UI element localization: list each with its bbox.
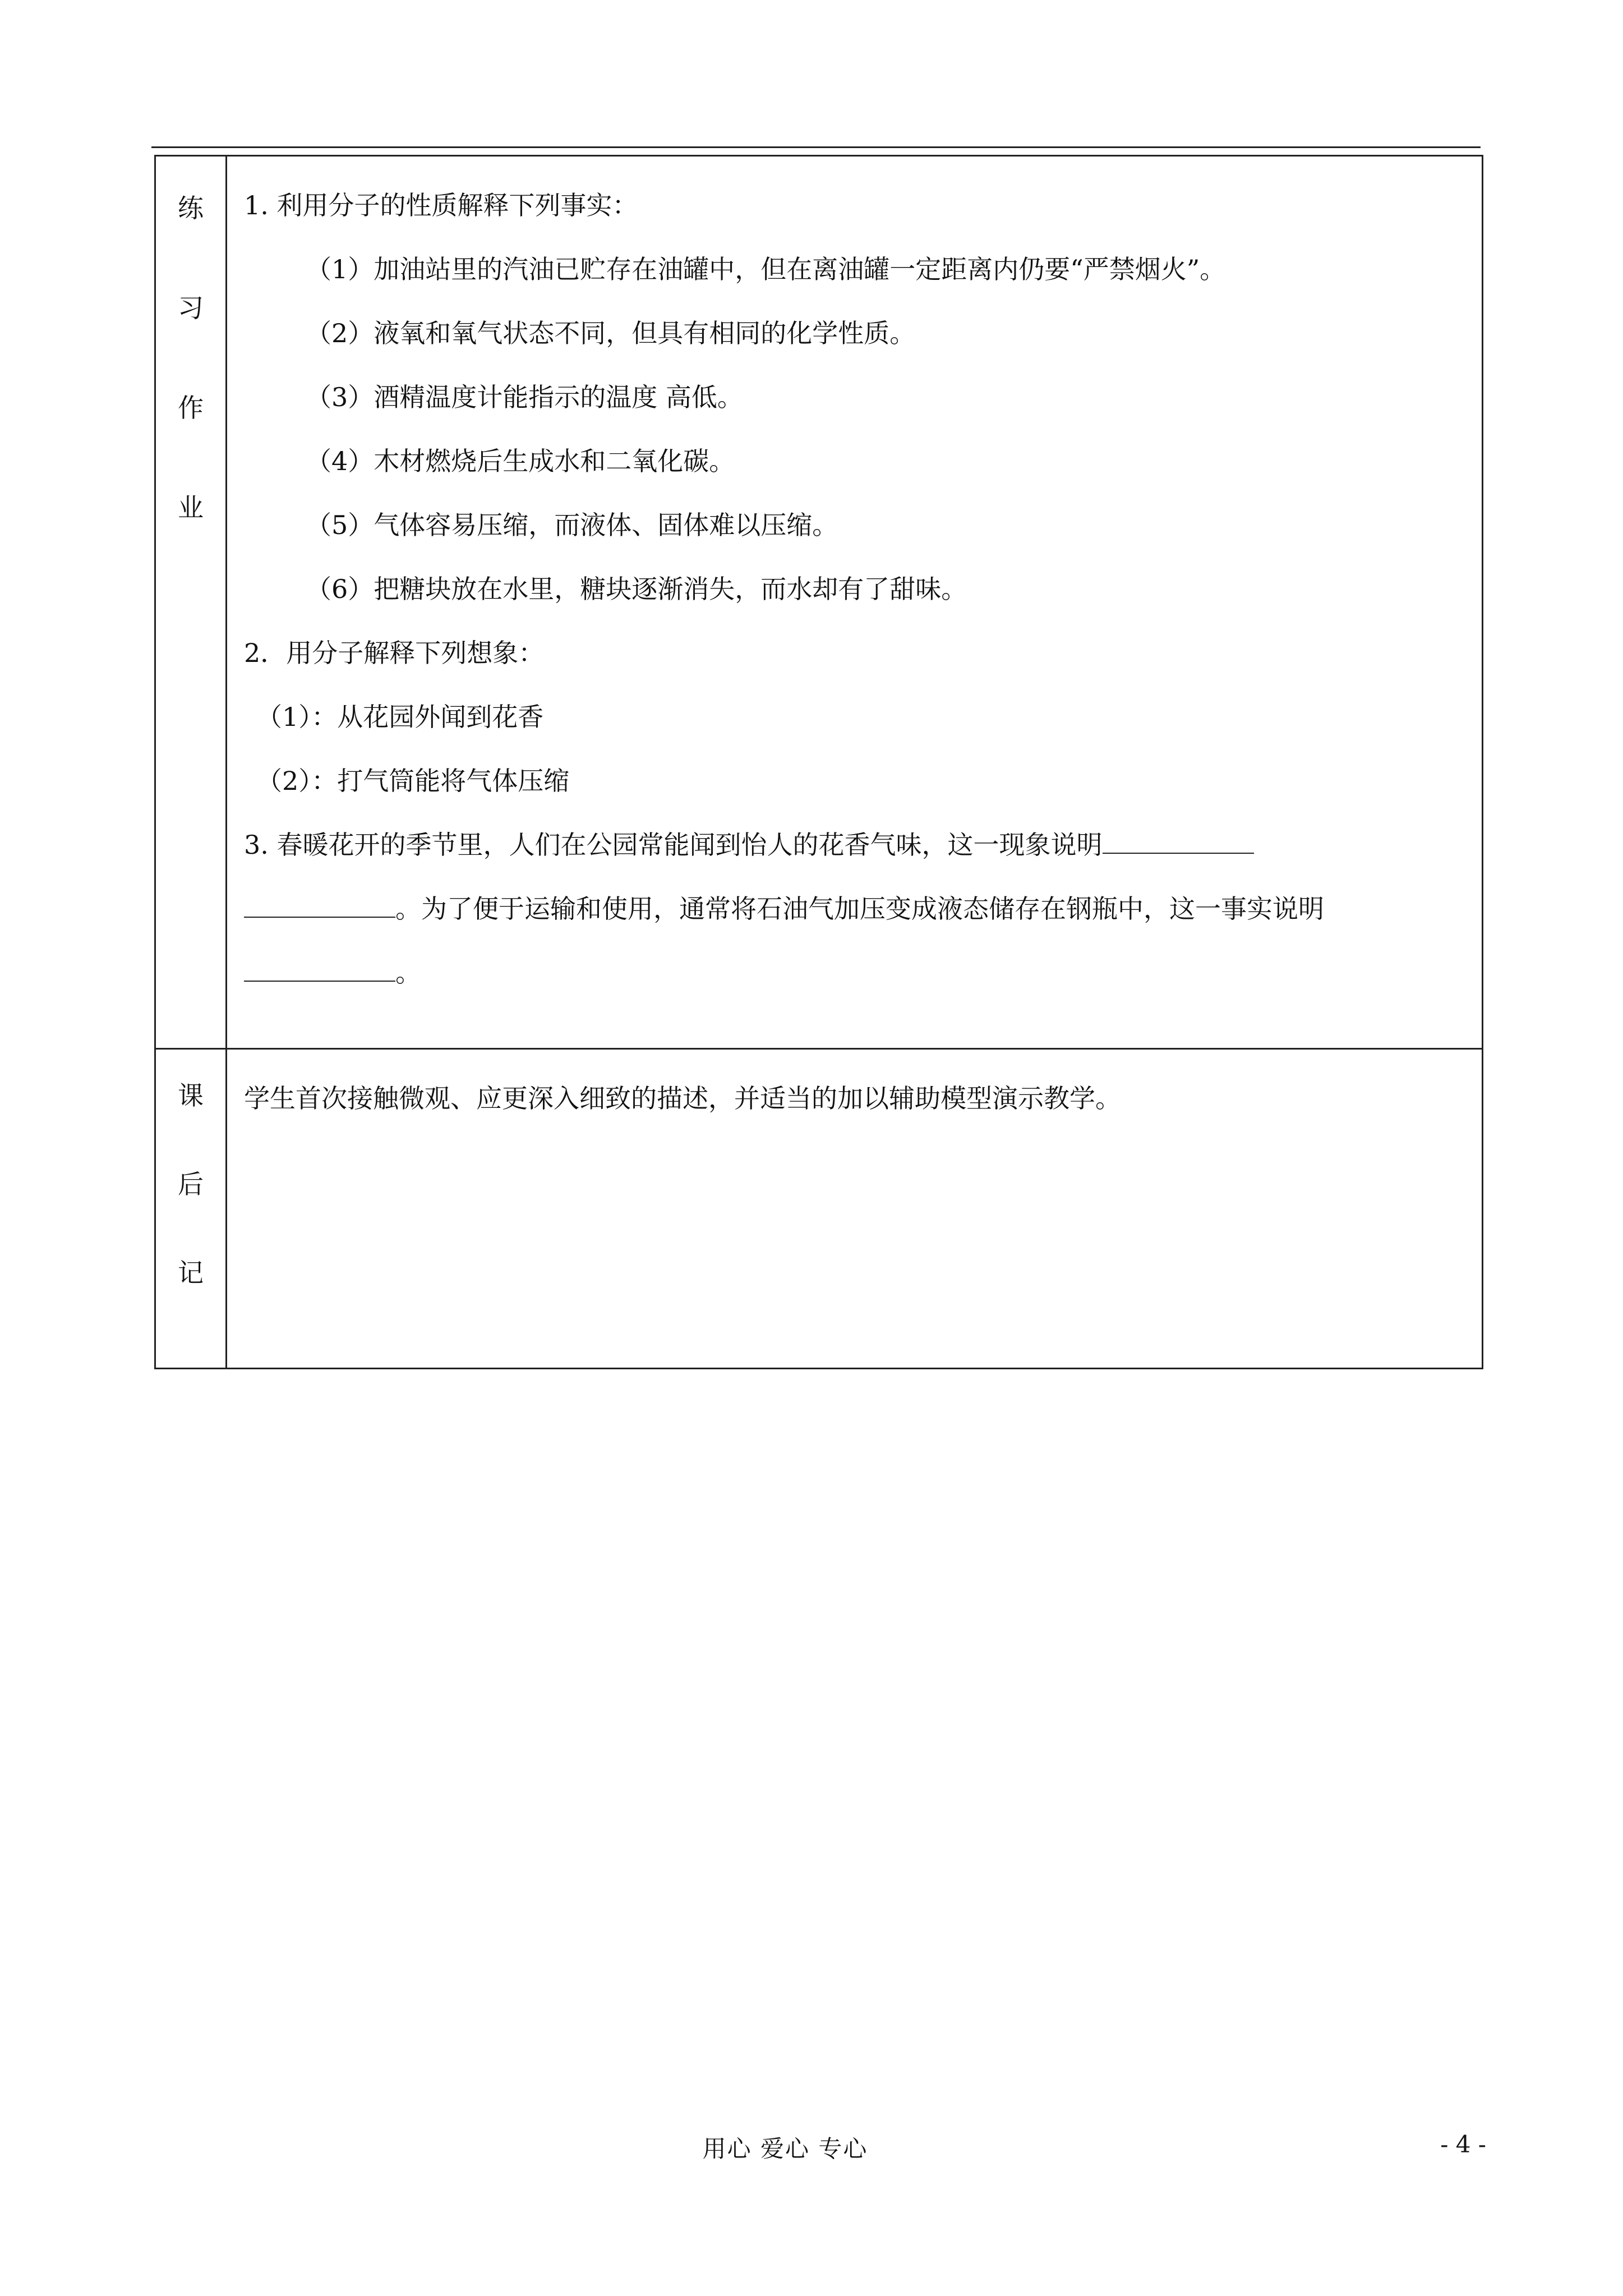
afterword-label	[156, 1050, 225, 1315]
practice-label-char: 练	[178, 193, 204, 223]
practice-content	[227, 157, 1482, 1005]
answer-blank[interactable]	[1103, 821, 1254, 854]
question-1-item: （1）加油站里的汽油已贮存在油罐中，但在离油罐一定距离内仍要“严禁烟火”。	[306, 254, 1226, 284]
answer-blank[interactable]	[244, 885, 395, 918]
question-1-item: （5）气体容易压缩，而液体、固体难以压缩。	[306, 510, 838, 540]
lesson-table	[154, 155, 1483, 1369]
question-3-text: 。	[395, 958, 421, 988]
practice-content-cell	[227, 156, 1483, 1049]
afterword-label-char: 后	[178, 1169, 204, 1199]
afterword-content-cell	[227, 1049, 1483, 1369]
question-1-item: （6）把糖块放在水里，糖块逐渐消失，而水却有了甜味。	[306, 574, 967, 604]
question-3-text: 。为了便于运输和使用，通常将石油气加压变成液态储存在钢瓶中，这一事实说明	[395, 894, 1324, 924]
footer-motto: 用心 爱心 专心	[702, 2135, 868, 2162]
question-1-item: （4）木材燃烧后生成水和二氧化碳。	[306, 446, 735, 476]
afterword-content	[227, 1050, 1482, 1130]
question-3-text: 3. 春暖花开的季节里，人们在公园常能闻到怡人的花香气味，这一现象说明	[244, 830, 1103, 860]
afterword-label-char: 记	[178, 1258, 204, 1288]
question-2-item: （2）：打气筒能将气体压缩	[256, 766, 570, 796]
question-1-title: 1. 利用分子的性质解释下列事实：	[244, 190, 638, 220]
afterword-label-cell	[155, 1049, 227, 1369]
practice-label-char: 业	[178, 493, 204, 523]
question-1-item: （2）液氧和氧气状态不同，但具有相同的化学性质。	[306, 318, 916, 348]
question-2-item: （1）：从花园外闻到花香	[256, 702, 544, 732]
answer-blank[interactable]	[244, 949, 395, 982]
question-1-item: （3）酒精温度计能指示的温度 高低。	[306, 382, 743, 412]
page-number: - 4 -	[1440, 2131, 1486, 2158]
practice-label	[156, 157, 225, 556]
header-rule	[151, 146, 1481, 148]
practice-label-cell	[155, 156, 227, 1049]
question-3-line-2	[244, 877, 1467, 941]
practice-label-char: 习	[178, 293, 204, 323]
afterword-text: 学生首次接触微观、应更深入细致的描述，并适当的加以辅助模型演示教学。	[244, 1083, 1121, 1114]
question-3-line-1	[244, 813, 1467, 877]
afterword-label-char: 课	[178, 1080, 204, 1111]
question-3-line-3	[244, 941, 1467, 1005]
afterword-row	[155, 1049, 1483, 1369]
question-2-title: 2．用分子解释下列想象：	[244, 638, 545, 668]
practice-row	[155, 156, 1483, 1049]
practice-label-char: 作	[178, 393, 204, 423]
